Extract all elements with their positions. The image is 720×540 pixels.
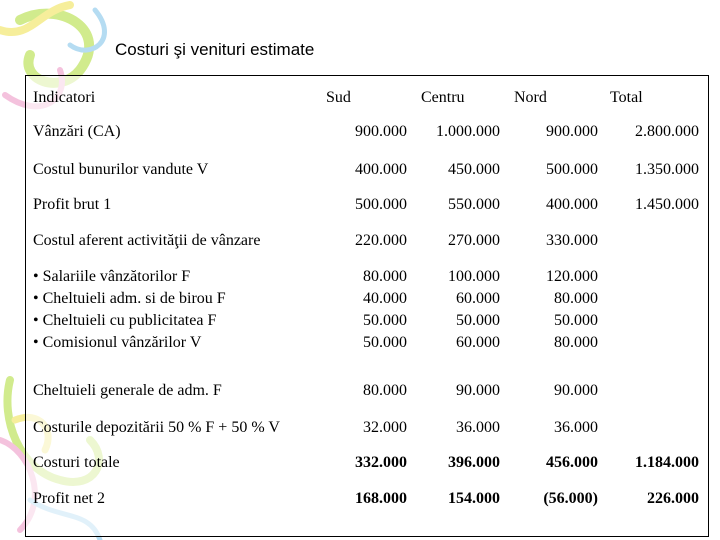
cell-costul-aferent-nord: 330.000	[546, 232, 598, 249]
detail-centru-cell: 100.000	[448, 268, 500, 285]
cell-costurile-depozitarii-nord: 36.000	[554, 419, 598, 436]
detail-sud-cell: 50.000	[363, 334, 407, 351]
cell-vanzari-nord: 900.000	[546, 123, 598, 140]
detail-nord-cell: 120.000	[546, 268, 598, 285]
cell-profit-net-sud: 168.000	[355, 490, 407, 507]
cell-costuri-totale-nord: 456.000	[546, 454, 598, 471]
cell-profit-brut-nord: 400.000	[546, 196, 598, 213]
page-title: Costuri şi venituri estimate	[115, 40, 315, 59]
cell-vanzari-sud: 900.000	[355, 123, 407, 140]
row-label-profit-net: Profit net 2	[33, 490, 105, 507]
detail-labels	[33, 266, 226, 354]
header-nord: Nord	[514, 89, 547, 106]
cell-profit-net-nord: (56.000)	[543, 490, 598, 507]
cell-profit-net-total: 226.000	[647, 490, 699, 507]
detail-sud-cell: 50.000	[363, 312, 407, 329]
header-indicatori: Indicatori	[33, 89, 96, 106]
detail-sud-cell: 40.000	[363, 290, 407, 307]
detail-sud-cell: 80.000	[363, 268, 407, 285]
detail-centru-values	[420, 266, 500, 354]
header-centru: Centru	[421, 89, 465, 106]
cell-costul-bunurilor-total: 1.350.000	[635, 161, 699, 178]
detail-nord-cell: 80.000	[554, 290, 598, 307]
cell-cheltuieli-generale-nord: 90.000	[554, 382, 598, 399]
cell-cheltuieli-generale-sud: 80.000	[363, 382, 407, 399]
cell-costuri-totale-sud: 332.000	[355, 454, 407, 471]
cell-profit-net-centru: 154.000	[448, 490, 500, 507]
detail-label: • Cheltuieli cu publicitatea F	[33, 312, 217, 329]
detail-centru-cell: 50.000	[456, 312, 500, 329]
cell-costul-bunurilor-nord: 500.000	[546, 161, 598, 178]
detail-centru-cell: 60.000	[456, 290, 500, 307]
cell-costurile-depozitarii-sud: 32.000	[363, 419, 407, 436]
detail-nord-values	[510, 266, 598, 354]
cell-profit-brut-sud: 500.000	[355, 196, 407, 213]
row-label-costurile-depozitarii: Costurile depozitării 50 % F + 50 % V	[33, 419, 280, 436]
detail-label: • Cheltuieli adm. si de birou F	[33, 290, 226, 307]
detail-label: • Salariile vânzătorilor F	[33, 268, 191, 285]
cell-costurile-depozitarii-centru: 36.000	[456, 419, 500, 436]
header-sud: Sud	[326, 89, 351, 106]
cell-costul-aferent-centru: 270.000	[448, 232, 500, 249]
cell-cheltuieli-generale-centru: 90.000	[456, 382, 500, 399]
row-label-cheltuieli-generale: Cheltuieli generale de adm. F	[33, 382, 222, 399]
cell-costul-aferent-sud: 220.000	[355, 232, 407, 249]
cell-vanzari-centru: 1.000.000	[436, 123, 500, 140]
cell-costul-bunurilor-sud: 400.000	[355, 161, 407, 178]
cell-profit-brut-centru: 550.000	[448, 196, 500, 213]
cell-vanzari-total: 2.800.000	[635, 123, 699, 140]
detail-nord-cell: 80.000	[554, 334, 598, 351]
row-label-costul-aferent: Costul aferent activităţii de vânzare	[33, 232, 261, 249]
row-label-costul-bunurilor: Costul bunurilor vandute V	[33, 161, 209, 178]
row-label-costuri-totale: Costuri totale	[33, 454, 120, 471]
header-total: Total	[610, 89, 643, 106]
cell-costul-bunurilor-centru: 450.000	[448, 161, 500, 178]
detail-label: • Comisionul vânzărilor V	[33, 334, 202, 351]
row-label-profit-brut: Profit brut 1	[33, 196, 112, 213]
detail-nord-cell: 50.000	[554, 312, 598, 329]
cell-costuri-totale-total: 1.184.000	[635, 454, 699, 471]
detail-centru-cell: 60.000	[456, 334, 500, 351]
row-label-vanzari: Vânzări (CA)	[33, 123, 121, 140]
cell-costuri-totale-centru: 396.000	[448, 454, 500, 471]
cell-profit-brut-total: 1.450.000	[635, 196, 699, 213]
detail-sud-values	[330, 266, 407, 354]
